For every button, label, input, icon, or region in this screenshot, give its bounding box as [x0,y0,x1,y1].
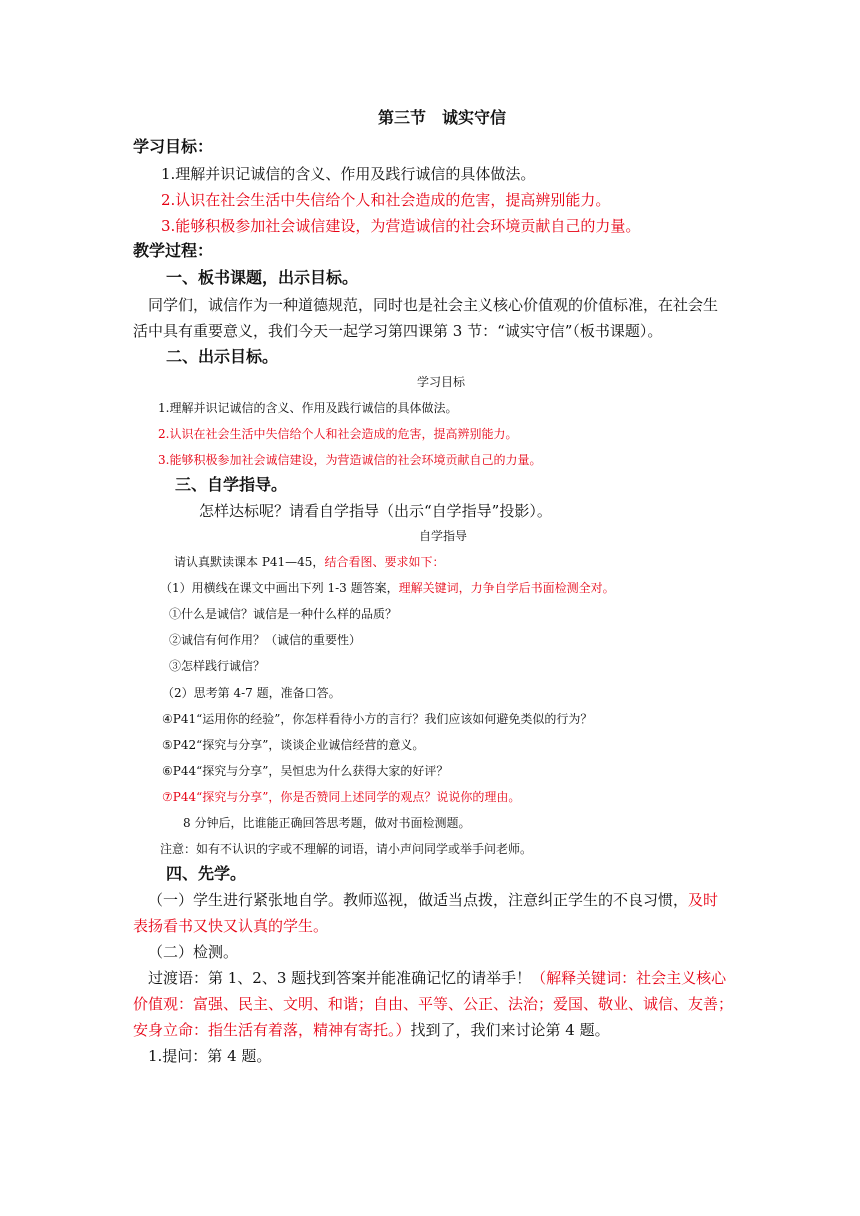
goal-2: 2.认识在社会生活中失信给个人和社会造成的危害，提高辨别能力。 [161,191,611,209]
goal-1: 1.理解并识记诚信的含义、作用及践行诚信的具体做法。 [161,165,536,183]
goal-3: 3.能够积极参加社会诚信建设，为营造诚信的社会环境贡献自己的力量。 [161,217,641,235]
guide-after-note: 8 分钟后，比谁能正确回答思考题，做对书面检测题。 [183,816,471,830]
section-4-question-1: 1.提问：第 4 题。 [148,1047,272,1065]
keyword-explanation-end: 安身立命：指生活有着落，精神有寄托。） [133,1021,411,1039]
section-4-paragraph-1-highlight: 及时 [688,891,719,909]
guide-reading-requirement: 结合看图、要求如下： [324,555,445,569]
guide-question-2: （2）思考第 4-7 题，准备口答。 [162,686,341,700]
guide-box-title: 自学指导 [419,529,468,543]
section-4-check-heading: （二）检测。 [148,943,239,961]
guide-item-5: ⑤P42“探究与分享”，谈谈企业诚信经营的意义。 [162,738,425,752]
guide-item-3: ③怎样践行诚信？ [169,659,266,673]
section-4-paragraph-1-line-1 [148,890,718,910]
guide-reading-text: 请认真默读课本 P41—45， [174,555,325,569]
transition-continue: 找到了，我们来讨论第 4 题。 [410,1021,610,1039]
section-3-heading: 三、自学指导。 [175,475,288,494]
section-4-paragraph-1-text: （一）学生进行紧张地自学。教师巡视，做适当点拨，注意纠正学生的不良习惯， [148,891,689,909]
guide-reading-instruction [174,554,444,570]
guide-item-1: ①什么是诚信？诚信是一种什么样的品质？ [169,607,398,621]
guide-attention-note: 注意：如有不认识的字或不理解的词语，请小声问同学或举手问老师。 [160,842,533,856]
goals-box-title: 学习目标 [417,375,466,389]
section-4-transition-line-1 [148,968,726,988]
guide-item-6: ⑥P44“探究与分享”，吴恒忠为什么获得大家的好评？ [162,764,449,778]
transition-text: 过渡语：第 1、2、3 题找到答案并能准确记忆的请举手！ [148,969,532,987]
guide-item-7: ⑦P44“探究与分享”，你是否赞同上述同学的观点？说说你的理由。 [162,790,521,804]
guide-question-1-requirement: 理解关键词，力争自学后书面检测全对。 [398,581,615,595]
process-heading: 教学过程： [133,241,214,260]
section-4-heading: 四、先学。 [166,864,247,883]
guide-item-4: ④P41“运用你的经验”，你怎样看待小方的言行？我们应该如何避免类似的行为？ [162,712,593,726]
section-2-heading: 二、出示目标。 [166,347,279,366]
section-1-heading: 一、板书课题，出示目标。 [166,268,359,287]
guide-question-1-text: （1）用横线在课文中画出下列 1-3 题答案， [160,581,399,595]
goals-box-item-3: 3.能够积极参加社会诚信建设，为营造诚信的社会环境贡献自己的力量。 [158,453,542,467]
section-1-paragraph-line-2: 活中具有重要意义，我们今天一起学习第四课第 3 节：“诚实守信”（板书课题）。 [133,322,663,340]
section-4-paragraph-1-line-2: 表扬看书又快又认真的学生。 [133,917,329,935]
section-4-transition-line-3 [133,1020,610,1040]
goals-box-item-1: 1.理解并识记诚信的含义、作用及践行诚信的具体做法。 [158,401,458,415]
guide-question-1 [160,580,615,596]
guide-item-2: ②诚信有何作用？（诚信的重要性） [169,633,362,647]
section-3-intro: 怎样达标呢？请看自学指导（出示“自学指导”投影）。 [199,502,552,520]
keyword-explanation-start: （解释关键词：社会主义核心 [531,969,727,987]
page-title: 第三节 诚实守信 [378,108,507,127]
section-4-transition-line-2: 价值观：富强、民主、文明、和谐；自由、平等、公正、法治；爱国、敬业、诚信、友善； [133,995,734,1013]
goals-box-item-2: 2.认识在社会生活中失信给个人和社会造成的危害，提高辨别能力。 [158,427,518,441]
goals-heading: 学习目标： [133,137,214,156]
section-1-paragraph-line-1: 同学们，诚信作为一种道德规范，同时也是社会主义核心价值观的价值标准，在社会生 [148,296,719,314]
